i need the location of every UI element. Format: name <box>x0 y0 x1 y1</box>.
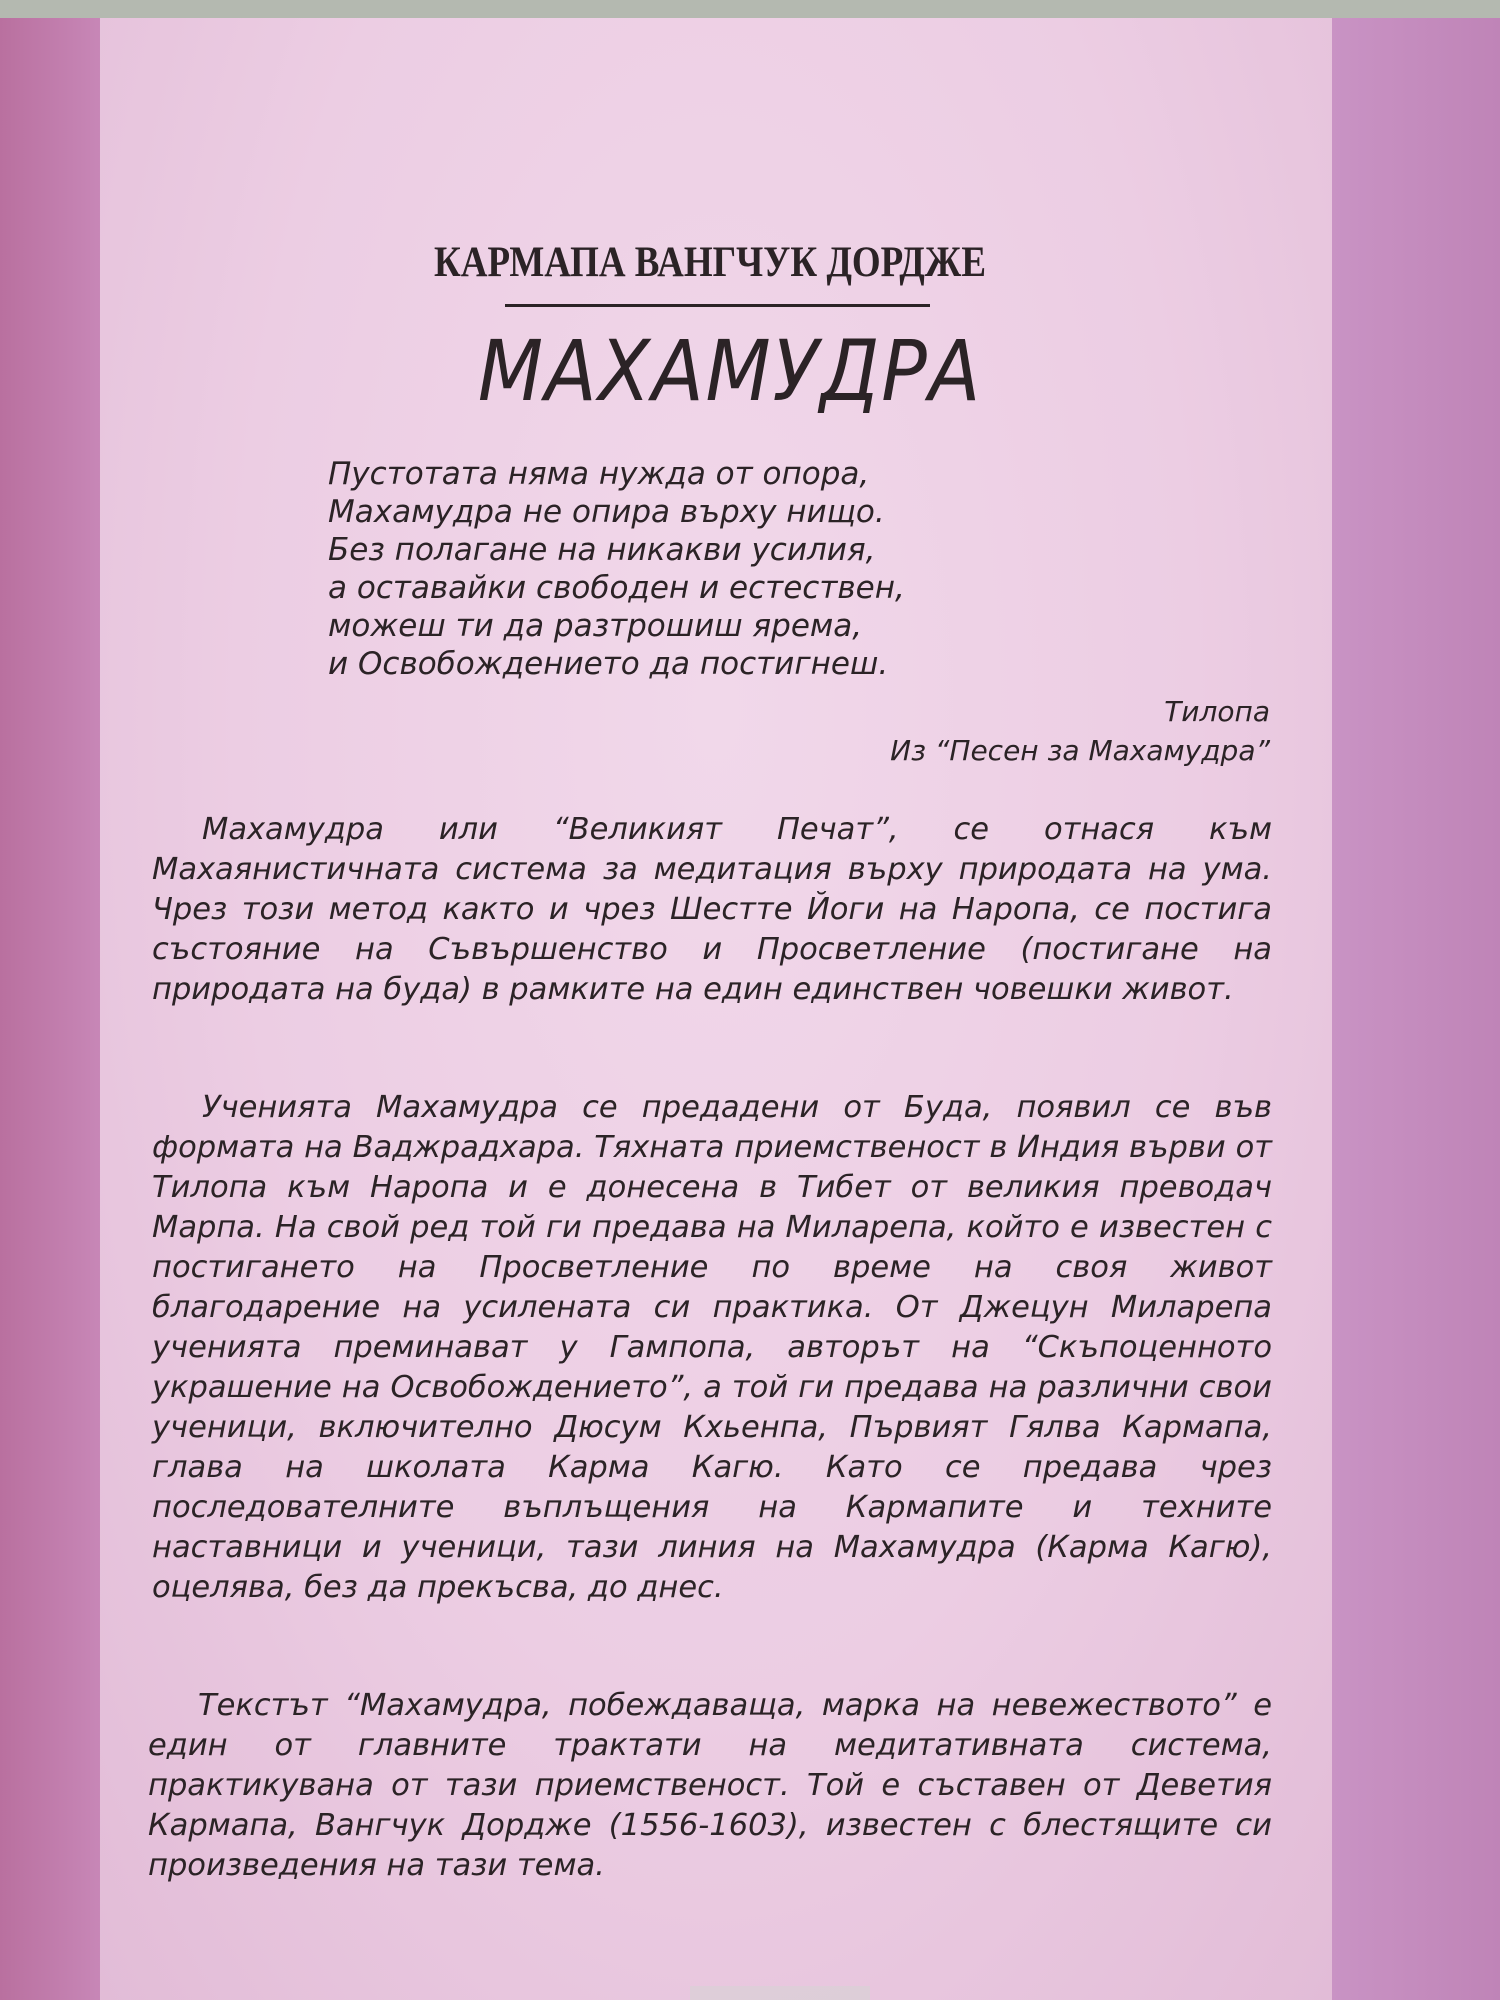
epigraph-attribution-source: Из “Песен за Махамудра” <box>890 734 1270 767</box>
epigraph-poem <box>328 455 1048 683</box>
body-paragraph-2: Ученията Махамудра се предадени от Буда, появил се във формата на Ваджрадхара. Тяхната приемственост в Индия върви от Тилопа към Наропа и е донесена в Тибет от великия преводач Марпа. На свой ред той ги предава на Миларепа, който е известен с постигането на Просветление по време на своя живот благодарение на усилената си практика. От Джецун Миларепа ученията преминават у Гампопа, авторът на “Скъпоценното украшение на Освобождението”, а той ги предава на различни свои ученици, включително Дюсум Кхьенпа, Първият Гялва Кармапа, глава на школата Карма Кагю. Като се предава чрез последователните въплъщения на Кармапите и техните наставници и ученици, тази линия на Махамудра (Карма Кагю), оцелява, без да прекъсва, до днес. <box>152 1090 1272 1605</box>
epigraph-line: и Освобождението да постигнеш. <box>328 646 889 682</box>
title-divider <box>505 304 930 307</box>
author-name: КАРМАПА ВАНГЧУК ДОРДЖЕ <box>433 239 986 286</box>
epigraph-line: Без полагане на никакви усилия, <box>328 532 876 568</box>
body-paragraph-3: Текстът “Махамудра, побеждаваща, марка на невежеството” е един от главните трактати на медитативната система, практикувана от тази приемственост. Той е съставен от Деветия Кармапа, Вангчук Дордже (1556-1603), известен с блестящите си произведения на тази тема. <box>148 1688 1272 1883</box>
cover-band-right <box>1332 18 1500 2000</box>
epigraph-line: Махамудра не опира върху нищо. <box>328 494 885 530</box>
cover-band-left <box>0 18 105 2000</box>
epigraph-line: Пустотата няма нужда от опора, <box>328 456 870 492</box>
book-title: МАХАМУДРА <box>477 322 983 420</box>
epigraph-line: а оставайки свободен и естествен, <box>328 570 905 606</box>
epigraph-attribution-name: Тилопа <box>1164 695 1270 728</box>
page-bottom-mark <box>690 1986 870 2000</box>
body-paragraph-1: Махамудра или “Великият Печат”, се отнася към Махаянистичната система за медитация върху природата на ума. Чрез този метод както и чрез Шестте Йоги на Наропа, се постига състояние на Съвършенство и Просветление (постигане на природата на буда) в рамките на един единствен човешки живот. <box>152 812 1272 1007</box>
epigraph-line: можеш ти да разтрошиш ярема, <box>328 608 863 644</box>
